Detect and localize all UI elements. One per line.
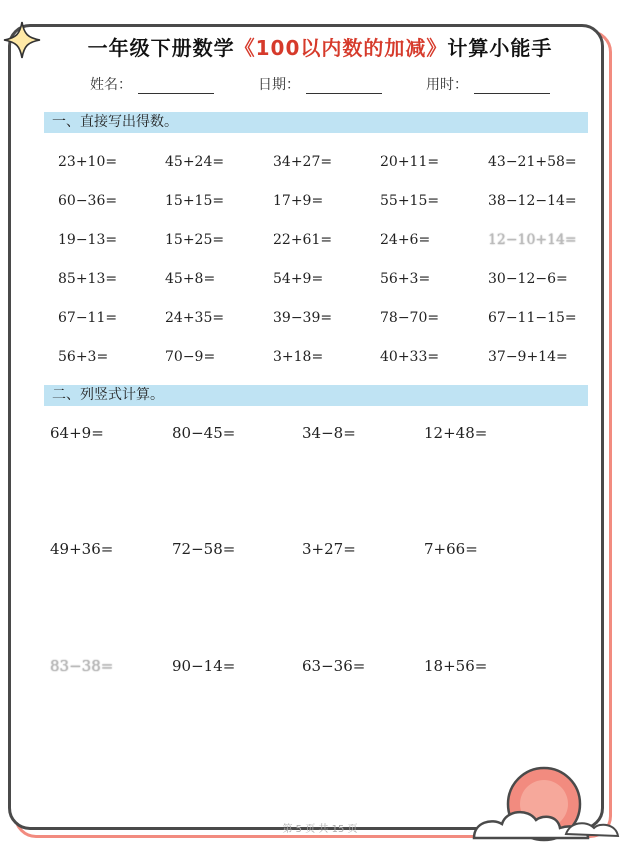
problem-s1-r3-c5: 12−10+14=	[488, 232, 577, 248]
problem-s1-r6-c5: 37−9+14=	[488, 349, 568, 365]
problem-s1-r1-c2: 45+24=	[165, 154, 225, 170]
info-row	[0, 72, 640, 96]
problem-s1-r3-c1: 19−13=	[58, 232, 118, 248]
problem-s1-r6-c2: 70−9=	[165, 349, 216, 365]
name-label: 姓名：	[90, 77, 132, 93]
problem-s1-r6-c1: 56+3=	[58, 349, 109, 365]
section1-heading: 一、直接写出得数。	[44, 112, 588, 133]
name-field	[90, 74, 214, 94]
time-field	[426, 74, 550, 94]
date-label: 日期：	[258, 77, 300, 93]
problem-s1-r4-c5: 30−12−6=	[488, 271, 568, 287]
problem-s1-r4-c4: 56+3=	[380, 271, 431, 287]
problem-s1-r1-c1: 23+10=	[58, 154, 118, 170]
title-suffix: 计算小能手	[447, 36, 553, 60]
problem-s1-r2-c1: 60−36=	[58, 193, 118, 209]
problem-s2-r1-c4: 12+48=	[424, 424, 488, 442]
page-number: 第 5 页 共 15 页	[282, 824, 358, 835]
problem-s1-r2-c4: 55+15=	[380, 193, 440, 209]
time-blank	[474, 79, 550, 94]
problem-s2-r2-c1: 49+36=	[50, 540, 114, 558]
problem-s1-r5-c3: 39−39=	[273, 310, 333, 326]
problem-s2-r1-c3: 34−8=	[302, 424, 356, 442]
problem-s1-r6-c3: 3+18=	[273, 349, 324, 365]
problem-s1-r1-c5: 43−21+58=	[488, 154, 577, 170]
problem-s1-r3-c2: 15+25=	[165, 232, 225, 248]
problem-s2-r1-c2: 80−45=	[172, 424, 236, 442]
problem-s1-r2-c5: 38−12−14=	[488, 193, 577, 209]
problem-s1-r1-c4: 20+11=	[380, 154, 440, 170]
time-label: 用时：	[426, 77, 468, 93]
title-prefix: 一年级下册数学	[87, 36, 235, 60]
problem-s1-r5-c2: 24+35=	[165, 310, 225, 326]
problem-s1-r4-c3: 54+9=	[273, 271, 324, 287]
section2-heading: 二、列竖式计算。	[44, 385, 588, 406]
problem-s2-r2-c2: 72−58=	[172, 540, 236, 558]
problem-s1-r1-c3: 34+27=	[273, 154, 333, 170]
problem-s1-r2-c3: 17+9=	[273, 193, 324, 209]
problem-s1-r3-c4: 24+6=	[380, 232, 431, 248]
problem-s1-r4-c2: 45+8=	[165, 271, 216, 287]
problem-s1-r5-c1: 67−11=	[58, 310, 118, 326]
date-field	[258, 74, 382, 94]
problem-s2-r2-c3: 3+27=	[302, 540, 356, 558]
problem-s1-r5-c4: 78−70=	[380, 310, 440, 326]
page-title	[0, 32, 640, 61]
name-blank	[138, 79, 214, 94]
problem-s1-r6-c4: 40+33=	[380, 349, 440, 365]
title-highlight: 《100以内数的加减》	[234, 36, 448, 60]
problem-s2-r3-c1: 83−38=	[50, 657, 114, 675]
date-blank	[306, 79, 382, 94]
problem-s2-r3-c3: 63−36=	[302, 657, 366, 675]
sun-cloud-decoration	[466, 764, 626, 844]
problem-s1-r3-c3: 22+61=	[273, 232, 333, 248]
problem-s1-r5-c5: 67−11−15=	[488, 310, 577, 326]
problem-s1-r4-c1: 85+13=	[58, 271, 118, 287]
problem-s1-r2-c2: 15+15=	[165, 193, 225, 209]
problem-s2-r2-c4: 7+66=	[424, 540, 478, 558]
problem-s2-r3-c4: 18+56=	[424, 657, 488, 675]
problem-s2-r3-c2: 90−14=	[172, 657, 236, 675]
problem-s2-r1-c1: 64+9=	[50, 424, 104, 442]
